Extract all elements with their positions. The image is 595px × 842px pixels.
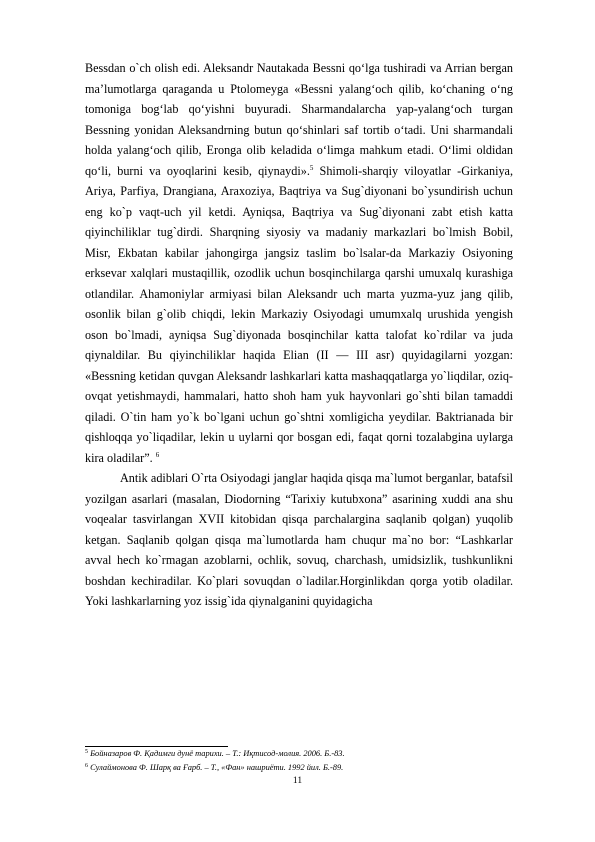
paragraph-1 [85, 58, 513, 468]
paragraph-2-text: Antik adiblari O`rta Osiyodagi janglar haqida qisqa ma`lumot berganlar, batafsil yozilgan asarlari (masalan, Diodorning “Tarixiy kutubxona” asarining xuddi ana shu voqealar tasvirlangan XVII kitobidan qisqa parchalargina saqlanib qolgan) yuqolib ketgan. Saqlanib qolgan qisqa ma`lumotlarda ham chuqur ma`no bor: “Lashkarlar avval hech ko`rmagan azoblarni, ochlik, sovuq, charchash, umidsizlik, tushkunlikni boshdan kechiradilar. Ko`plari sovuqdan o`ladilar.Horginlikdan qorga yotib oladilar. Yoki lashkarlarning yoz issig`ida qiynalganini quyidagicha [85, 471, 513, 608]
footnote-ref-5[interactable]: 5 [309, 163, 314, 172]
paragraph-1-text: Bessdan o`ch olish edi. Aleksandr Nautakada Bessni qo‘lga tushiradi va Arrian bergan ma’lumotlarga qaraganda u Ptolomeyga «Bessni yalang‘och qilib, ko‘chaning o‘ng tomoniga bog‘lab qo‘yishni buyuradi. Sharmandalarcha yap-yalang‘och turgan Bessning yonidan Aleksandrning butun qo‘shinlari saf tortib o‘tadi. Uni sharmandali holda yalang‘och qilib, Eronga olib keladida o‘limga mahkum etadi. O‘limi oldidan qo‘li, burni va oyoqlarini kesib, qiynaydi». [85, 61, 513, 178]
paragraph-2 [85, 468, 513, 612]
page-number: 11 [292, 776, 303, 786]
footnote-6-number: 6 [85, 762, 88, 769]
footnote-6 [85, 761, 513, 775]
footnotes [85, 747, 513, 774]
paragraph-1-text-continued: Shimoli-sharqiy viloyatlar -Girkaniya, Ariya, Parfiya, Drangiana, Araxoziya, Baqtriya va Sug`diyonani bo`ysundirish uchun eng ko`p vaqt-uch yil ketdi. Ayniqsa, Baqtriya va Sug`diyonani zabt etish katta qiyinchiliklar tug`dirdi. Sharqning siyosiy va madaniy markazlari bo`lmish Bobil, Misr, Ekbatan kabilar jahongirga jangsiz taslim bo`lsalar-da Markaziy Osiyoning erksevar xalqlari mustaqillik, ozodlik uchun bosqinchilarga qarshi umuxalq kurashiga otlandilar. Ahamoniylar armiyasi bilan Aleksandr uch marta yuzma-yuz jang qilib, osonlik bilan g`olib chiqdi, lekin Markaziy Osiyodagi umumxalq urushida yengish oson bo`lmadi, ayniqsa Sug`diyonada bosqinchilar katta talofat ko`rdilar va juda qiynaldilar. Bu qiyinchiliklar haqida Elian (II — III asr) quyidagilarni yozgan: «Bessning ketidan quvgan Aleksandr lashkarlari katta mashaqqatlarga yo`liqdilar, oziq- ovqat yetishmaydi, hammalari, hatto shoh ham yuk hayvonlari go`shti bilan tamaddi qiladi. O`tin ham yo`k bo`lgani uchun go`shtni xomligicha yeydilar. Baktrianada bir qishloqqa yo`liqadilar, lekin u uylarni qor bosgan edi, faqat qorni tozalabgina uylarga kira oladilar”. [85, 163, 514, 465]
body-text [85, 58, 513, 612]
footnote-6-text: Сулаймонова Ф. Шарқ ва Ғарб. – Т., «Фан» нашриёти. 1992 йил. Б.-89. [90, 762, 344, 772]
footnote-5 [85, 747, 513, 761]
footnote-ref-6[interactable]: 6 [155, 450, 160, 459]
footnote-5-number: 5 [85, 749, 88, 755]
footnote-5-text: Бойназаров Ф. Қадимги дунё тарихи. – Т.: Иқтисод-молия. 2006. Б.-83. [90, 749, 345, 758]
